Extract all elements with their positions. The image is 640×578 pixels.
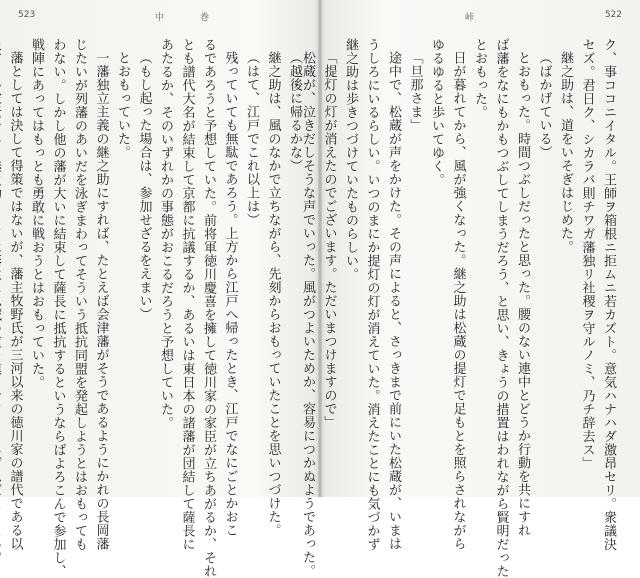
right-page	[300, 0, 640, 578]
text-line: 残っていても無駄であろう。上方から江戸へ帰ったとき、江戸でなにごとかおこ	[222, 51, 238, 537]
text-line: 「提灯の灯が消えたのでございます。ただいまつけますので」	[321, 51, 337, 429]
text-line: るであろうと予想していた。前将軍徳川慶喜を擁して徳川家の家臣が立ちあがるか、それ	[201, 38, 216, 578]
right-page-header	[320, 10, 640, 22]
text-line: とおもった。時間つぶしだったと思った。腰のない連中とどうか行動を共にすれ	[515, 51, 530, 537]
left-page-body	[7, 38, 305, 578]
text-line: （もし起った場合は、参加せざるをえまい）	[136, 51, 152, 321]
text-line: （ばかげている）	[536, 51, 552, 159]
text-line: じたいが列藩のあいだを泳ぎまわってそういう抵抗同盟を発起しようとはおもっても	[72, 38, 87, 551]
text-line: 松蔵が、泣きだしそうな声でいった。風がつよいためか、容易につかぬようであった。	[300, 51, 315, 578]
text-line: 途中で、松蔵が声をかけた。その声によると、さっきまで前にいた松蔵が、いまは	[386, 51, 401, 551]
text-line: （越後に帰るかな）	[287, 51, 302, 173]
running-head-right: 峠	[465, 13, 475, 23]
left-page-header	[0, 10, 320, 22]
text-line: とおもっていた。	[115, 51, 130, 159]
text-line: ク、事ココニイタル。王師ヲ箱根ニ拒ムニ若カズト。意気ハナハダ激昂セリ。衆議決	[601, 38, 616, 551]
text-line: ゆるゆると歩いてゆく。	[429, 38, 444, 187]
text-line: 日が暮れてから、風が強くなった。継之助は松蔵の提灯で足もとを照らされながら	[450, 51, 466, 551]
text-line: セズ。君日ク、シカラバ則チワガ藩独リ社稷ヲ守ルノミ、乃チ辞去ス」	[579, 38, 595, 470]
text-line: うしろにいるらしい。いつのまにか提灯の灯が消えていた。消えたことにも気づかず	[364, 38, 380, 551]
text-line: 戦陣にあってはもっとも勇敢に戦おうとはおもっていた。	[29, 38, 44, 389]
page-number-left: 523	[18, 10, 36, 20]
running-head-left-1: 中	[155, 13, 165, 23]
running-head-left-2: 巻	[200, 13, 210, 23]
text-line: 継之助は、風のなかで立ちながら、先刻からおもっていたことを思いつづけた。	[265, 51, 281, 537]
right-page-body	[300, 38, 619, 578]
text-line: 一藩独立主義の継之助にすれば、たとえば会津藩がそうであるようにかれの長岡藩	[93, 51, 109, 551]
text-line: 継之助は歩きつづけていたものらしい。	[343, 38, 358, 281]
text-line: わない。しかし他の藩が大いに結束して薩長に抵抗するというならばよろこんで参加し、	[50, 38, 66, 578]
text-line: 「旦那さま」	[407, 51, 423, 132]
text-line: とも譜代大名が結束して京都に抗議するか、あるいは東日本の諸藩が団結して薩長に	[179, 38, 195, 551]
text-line: 藩としては決して得策ではないが、藩主牧野氏が三河以来の徳川家の譜代である以	[7, 51, 23, 551]
text-line: ば藩をなにもかもつぶしてしまうだろう、と思い、きょうの措置はわれながら賢明だった	[493, 38, 509, 578]
text-line: あたるか、そのいずれかの事態がおこるだろうと予想していた。	[158, 38, 173, 430]
page-number-right: 522	[604, 10, 622, 20]
text-line: （はて、江戸でこれ以上は）	[244, 51, 259, 227]
text-line: 継之助は、道をいそぎはじめた。	[558, 51, 573, 254]
text-line: とおもった。	[472, 38, 487, 119]
text-line	[0, 38, 4, 483]
